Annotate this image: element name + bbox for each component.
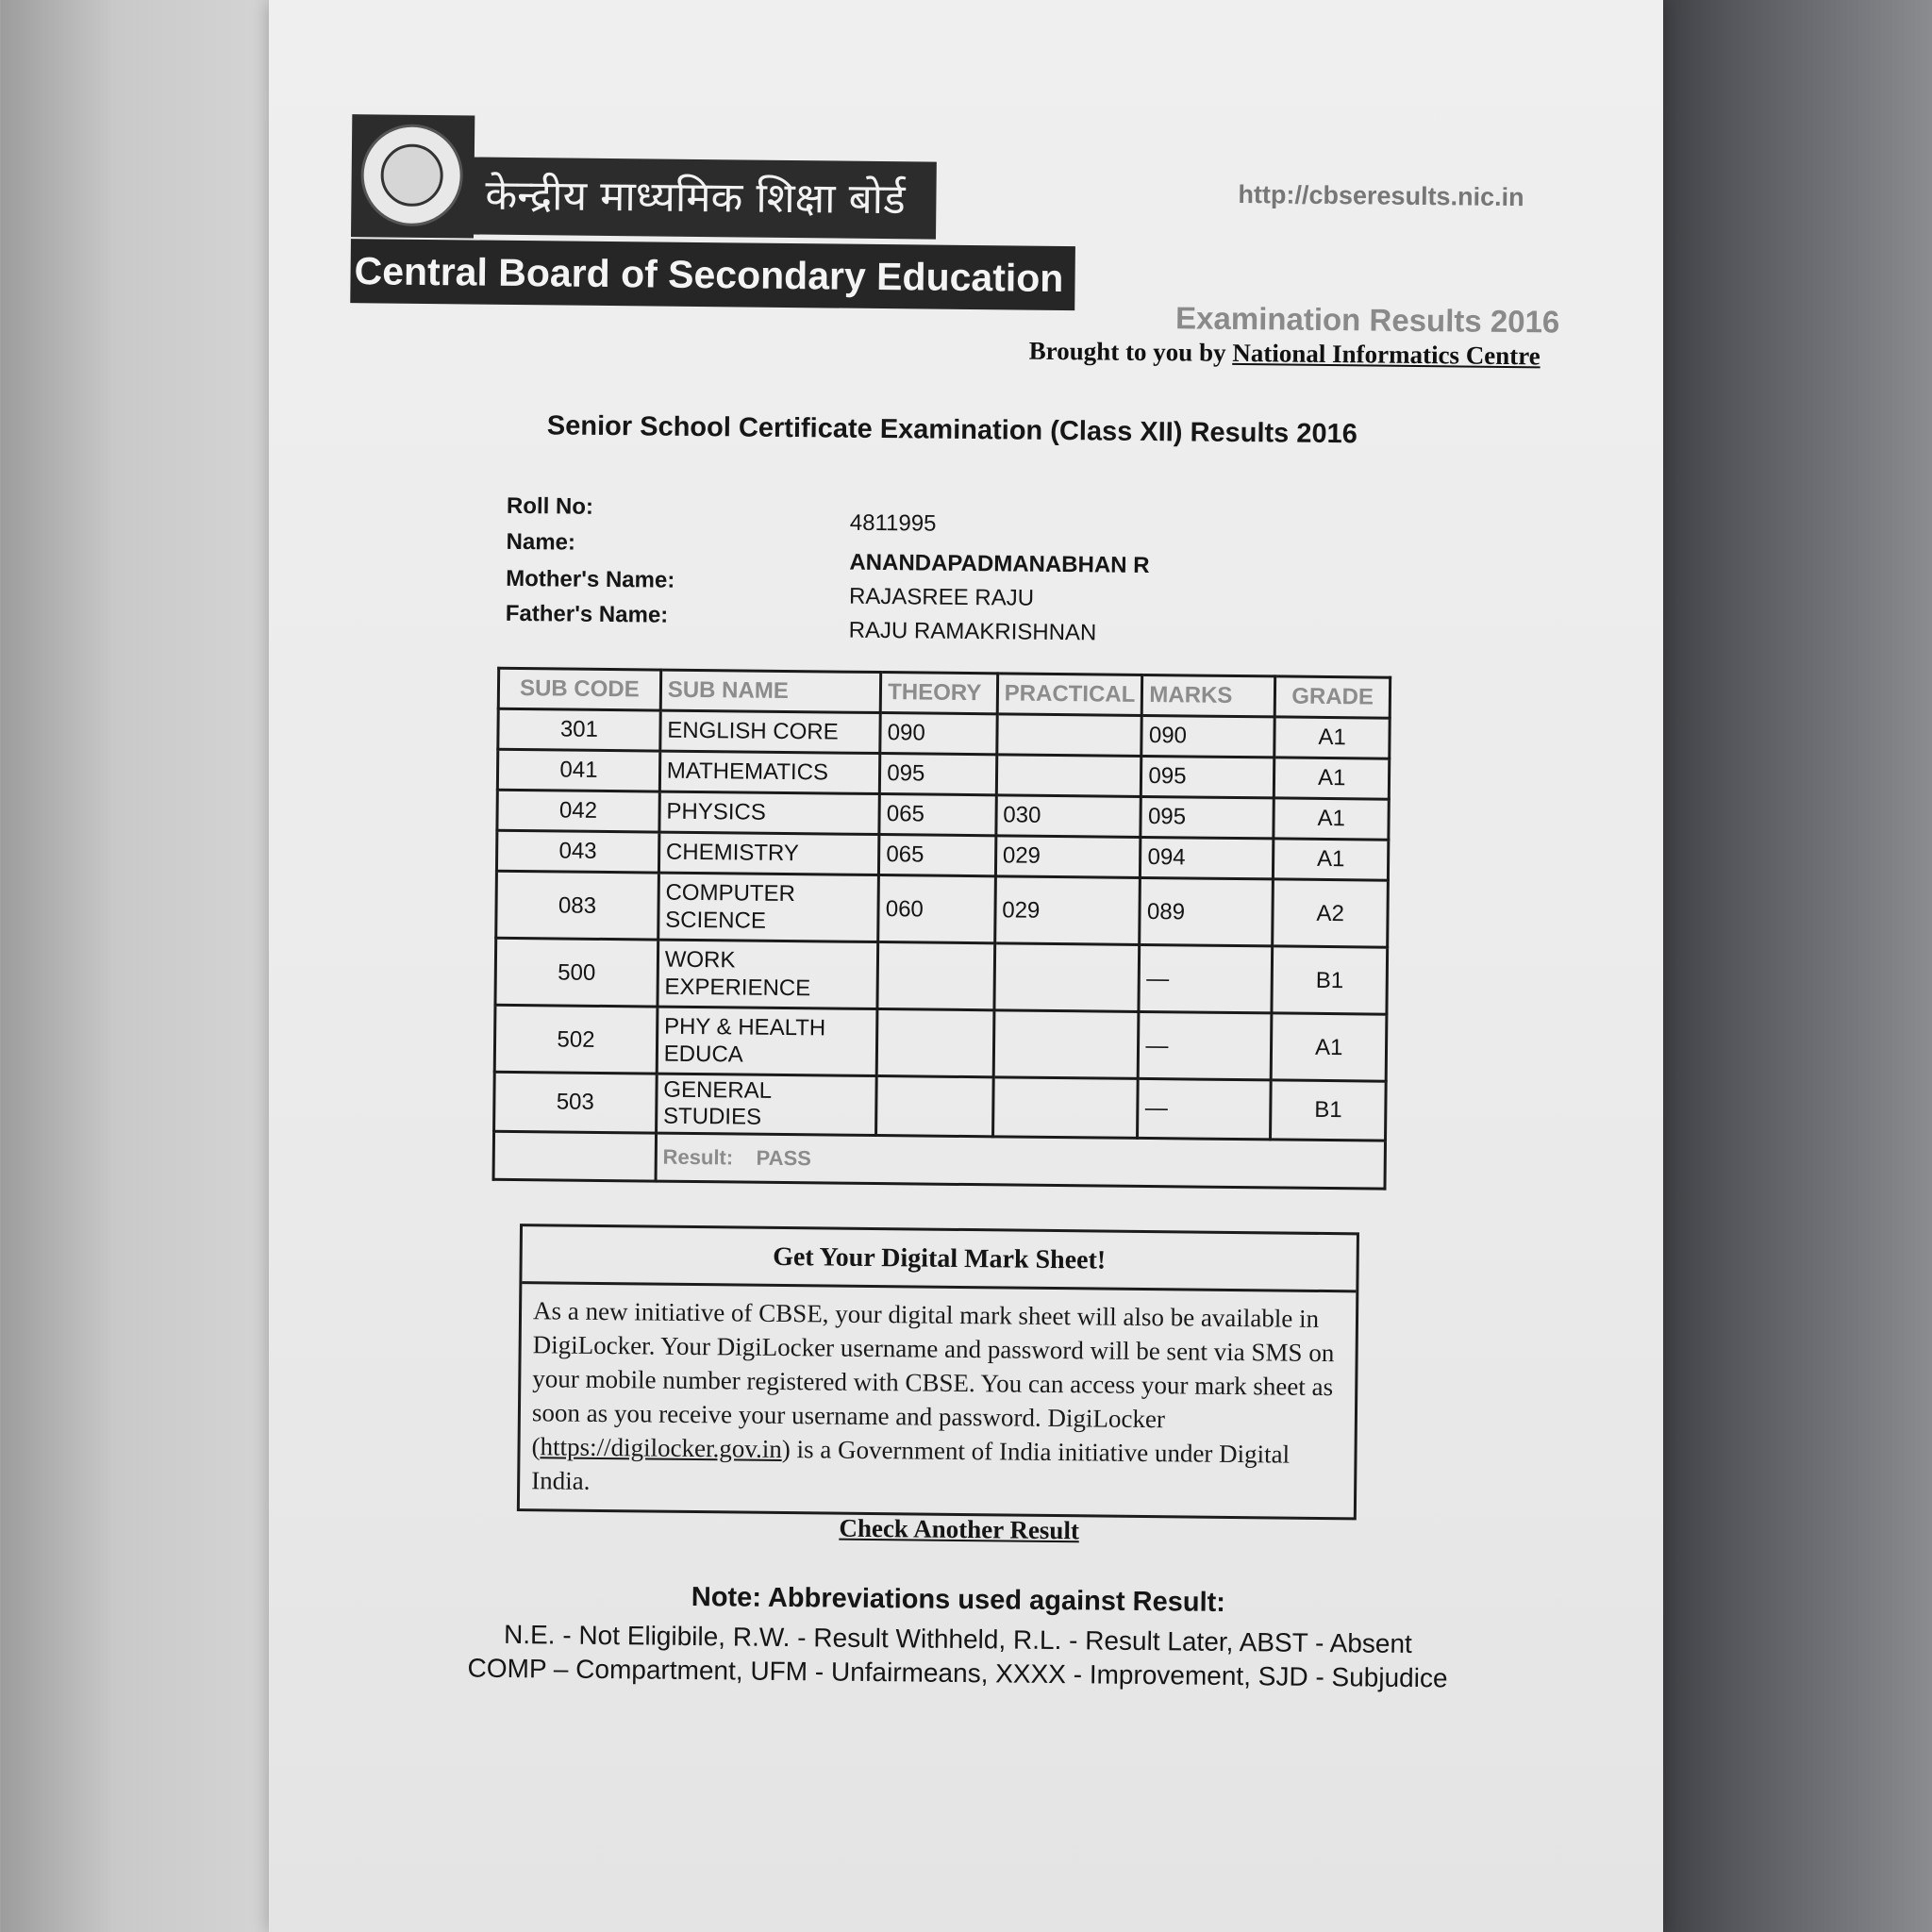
hindi-board-name: केन्द्रीय माध्यमिक शिक्षा बोर्ड — [464, 157, 937, 239]
seal-emblem — [380, 143, 443, 207]
grade: B1 — [1271, 1080, 1386, 1141]
practical-marks: 030 — [996, 795, 1141, 838]
digital-marksheet-text-end: ) is a Government of India initiative under Digital India. — [531, 1434, 1291, 1495]
header-sub-code: SUB CODE — [498, 668, 660, 710]
theory-marks: 060 — [878, 875, 995, 943]
theory-marks — [877, 942, 994, 1010]
total-marks: 095 — [1141, 796, 1274, 838]
name-label: Name: — [506, 528, 576, 556]
theory-marks: 065 — [879, 794, 996, 836]
sub-name: ENGLISH CORE — [660, 710, 881, 753]
theory-marks — [876, 1009, 993, 1077]
digital-marksheet-text: As a new initiative of CBSE, your digital mark sheet will also be available in DigiLocker. Your DigiLocker username and password will be sent via SMS on your mobile number registered with CBSE. You can access your mark sheet as soon as you receive your username and password. DigiLocker ( — [531, 1296, 1335, 1461]
grade: A1 — [1272, 1013, 1387, 1081]
sub-code: 503 — [494, 1072, 657, 1133]
total-marks: 090 — [1141, 715, 1274, 757]
sub-name: CHEMISTRY — [658, 832, 879, 874]
digital-marksheet-body — [520, 1284, 1356, 1517]
grade: A1 — [1274, 798, 1389, 840]
table-row — [496, 871, 1389, 947]
result-value: PASS — [756, 1145, 812, 1171]
sub-name: MATHEMATICS — [659, 751, 880, 793]
brought-by-prefix: Brought to you by — [1028, 336, 1226, 367]
name-value: ANANDAPADMANABHAN R — [849, 549, 1150, 579]
father-name-value: RAJU RAMAKRISHNAN — [848, 617, 1097, 646]
theory-marks: 095 — [880, 754, 997, 795]
grade: B1 — [1272, 946, 1387, 1014]
digilocker-link[interactable]: https://digilocker.gov.in — [540, 1432, 782, 1463]
brought-by-line — [1029, 337, 1541, 372]
table-row — [495, 938, 1388, 1014]
sub-code: 301 — [498, 708, 660, 751]
total-marks: 095 — [1141, 756, 1274, 797]
results-url: http://cbseresults.nic.in — [1238, 179, 1524, 212]
practical-marks: 029 — [994, 876, 1140, 945]
sub-name: WORK EXPERIENCE — [658, 940, 878, 1008]
sub-name: GENERAL STUDIES — [656, 1074, 876, 1135]
practical-marks — [992, 1077, 1138, 1139]
table-row — [494, 1072, 1387, 1141]
cbse-seal-icon — [360, 124, 463, 226]
header-sub-name: SUB NAME — [660, 670, 881, 712]
note-line-2: COMP – Compartment, UFM - Unfairmeans, XXXX - Improvement, SJD - Subjudice — [467, 1653, 1448, 1693]
cbse-logo — [351, 114, 475, 238]
sub-code: 043 — [496, 830, 658, 873]
background-surface — [1646, 0, 1932, 1932]
total-marks: 094 — [1141, 837, 1274, 878]
roll-value: 4811995 — [849, 509, 937, 537]
practical-marks — [996, 755, 1141, 797]
practical-marks — [993, 1010, 1139, 1079]
english-board-name: Central Board of Secondary Education — [350, 239, 1075, 310]
result-row — [493, 1131, 1385, 1189]
theory-marks: 065 — [879, 835, 996, 876]
header-theory: THEORY — [880, 673, 997, 714]
header-marks: MARKS — [1142, 675, 1275, 716]
practical-marks: 029 — [995, 836, 1141, 878]
total-marks: 089 — [1140, 877, 1274, 945]
exam-results-heading: Examination Results 2016 — [1174, 300, 1560, 340]
mother-name-label: Mother's Name: — [506, 565, 675, 593]
grade: A2 — [1273, 879, 1388, 947]
grade: A1 — [1274, 717, 1390, 758]
sub-code: 502 — [494, 1005, 658, 1074]
roll-label: Roll No: — [506, 492, 594, 520]
grade: A1 — [1274, 758, 1390, 799]
table-row — [494, 1005, 1387, 1081]
page-title: Senior School Certificate Examination (Class XII) Results 2016 — [546, 410, 1358, 450]
sub-name: PHYSICS — [659, 791, 880, 834]
practical-marks — [997, 714, 1142, 757]
header-grade: GRADE — [1275, 676, 1391, 718]
sub-name: COMPUTER SCIENCE — [658, 873, 879, 941]
theory-marks — [876, 1076, 993, 1137]
total-marks: — — [1139, 1011, 1273, 1079]
result-empty-cell — [493, 1131, 656, 1181]
mother-name-value: RAJASREE RAJU — [848, 583, 1035, 611]
sub-code: 042 — [497, 790, 659, 832]
nic-link[interactable]: National Informatics Centre — [1232, 338, 1541, 371]
result-printout — [269, 0, 1663, 1932]
sub-name: PHY & HEALTH EDUCA — [657, 1007, 877, 1075]
marks-table — [492, 667, 1392, 1191]
total-marks: — — [1138, 1078, 1272, 1139]
note-title: Note: Abbreviations used against Result: — [691, 1581, 1226, 1618]
digital-marksheet-title: Get Your Digital Mark Sheet! — [522, 1226, 1357, 1292]
printout-content — [258, 0, 1672, 1932]
result-label: Result: — [662, 1144, 734, 1170]
digital-marksheet-box — [517, 1224, 1359, 1520]
total-marks: — — [1139, 944, 1273, 1012]
father-name-label: Father's Name: — [505, 600, 669, 628]
sub-code: 500 — [495, 938, 658, 1007]
sub-code: 041 — [497, 749, 659, 791]
theory-marks: 090 — [880, 713, 997, 755]
note-line-1: N.E. - Not Eligibile, R.W. - Result Withheld, R.L. - Result Later, ABST - Absent — [503, 1619, 1412, 1658]
check-another-result-link[interactable]: Check Another Result — [839, 1513, 1080, 1545]
header-practical: PRACTICAL — [997, 674, 1142, 716]
practical-marks — [994, 943, 1140, 1012]
grade: A1 — [1274, 839, 1389, 880]
result-cell — [656, 1133, 1386, 1189]
sub-code: 083 — [496, 871, 659, 940]
